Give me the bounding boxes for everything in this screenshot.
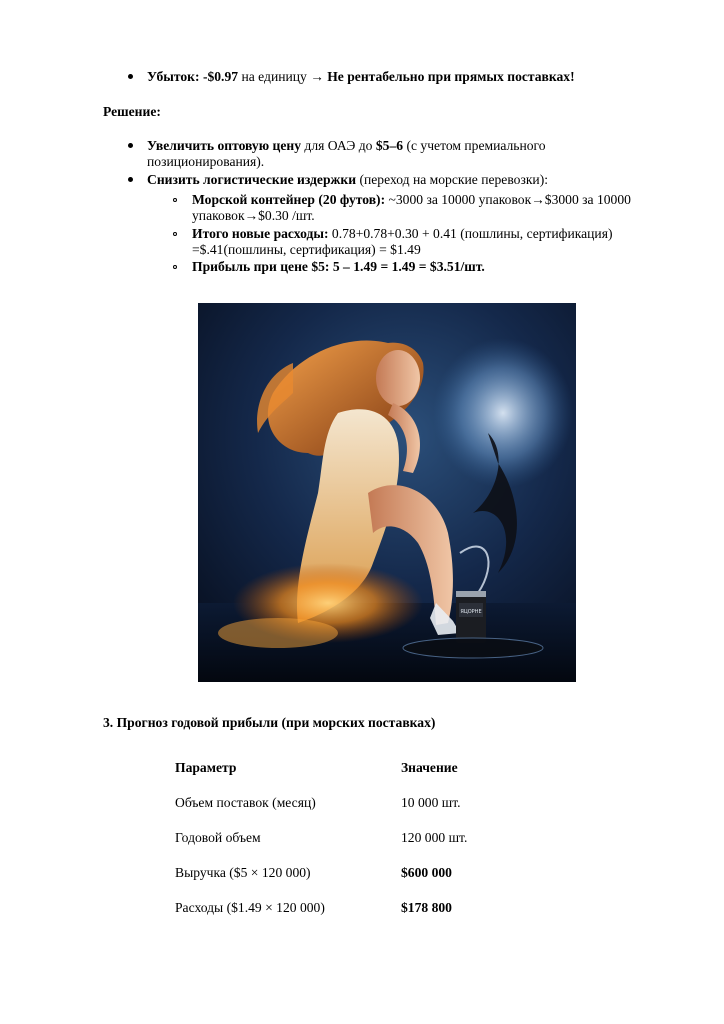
- table-row: [175, 785, 521, 820]
- column-header-param: Параметр: [175, 759, 237, 775]
- sub-bullet-ring: [173, 198, 177, 202]
- solution-item-price: [147, 138, 546, 154]
- solution-heading: Решение:: [103, 104, 161, 119]
- table-cell-param: Выручка ($5 × 120 000): [175, 864, 311, 880]
- subitem-bold: Морской контейнер (20 футов):: [192, 192, 386, 207]
- table-row: [175, 820, 521, 855]
- subitem-bold: Итого новые расходы:: [192, 226, 329, 241]
- loss-conclusion: Не рентабельно при прямых поставках!: [327, 69, 575, 84]
- table-cell-value: 10 000 шт.: [401, 794, 461, 810]
- illustration-woman-with-can: [198, 303, 576, 682]
- item-bold-price: $5–6: [375, 138, 404, 153]
- can-label: ЯЦОРНЕ: [460, 609, 482, 615]
- item-text: (переход на морские перевозки):: [356, 172, 549, 187]
- subitem-text: 0.78+0.78+0.30 + 0.41 (пошлины, сертификация): [328, 226, 613, 241]
- subitem-profit: [192, 259, 485, 275]
- table-header-row: [175, 750, 521, 785]
- item-text: для ОАЭ до: [301, 138, 376, 153]
- solution-item-logistics: [147, 172, 548, 188]
- sub-bullet-ring: [173, 232, 177, 236]
- solution-item-price-line2: позиционирования).: [147, 154, 265, 169]
- subitem-container: [192, 192, 631, 208]
- table-cell-value: $600 000: [401, 864, 452, 880]
- subitem-costs: [192, 226, 613, 242]
- bullet-dot: [128, 143, 133, 148]
- table-cell-value: 120 000 шт.: [401, 829, 468, 845]
- table-cell-param: Объем поставок (месяц): [175, 794, 316, 810]
- table-row: [175, 890, 521, 925]
- forecast-table: [175, 750, 521, 925]
- forecast-heading: 3. Прогноз годовой прибыли (при морских поставках): [103, 715, 436, 730]
- item-text: (с учетом премиального: [403, 138, 546, 153]
- subitem-text: ~3000 за 10000 упаковок→$3000 за 10000: [385, 192, 631, 207]
- bullet-dot: [128, 177, 133, 182]
- loss-line: [147, 69, 575, 85]
- item-bold: Увеличить оптовую цену: [147, 138, 301, 153]
- loss-label: Убыток:: [147, 69, 200, 84]
- table-cell-param: Расходы ($1.49 × 120 000): [175, 899, 325, 915]
- subitem-bold: Прибыль при цене $5: 5 – 1.49 = 1.49 = $3.51/шт.: [192, 259, 485, 274]
- table-cell-param: Годовой объем: [175, 829, 261, 845]
- table-cell-value: $178 800: [401, 899, 452, 915]
- loss-mid: на единицу →: [238, 69, 328, 84]
- item-bold: Снизить логистические издержки: [147, 172, 357, 187]
- column-header-value: Значение: [401, 759, 458, 775]
- subitem-container-line2: упаковок→$0.30 /шт.: [192, 208, 315, 223]
- loss-value: -$0.97: [202, 69, 239, 84]
- subitem-costs-line2: =$.41(пошлины, сертификация) = $1.49: [192, 242, 421, 257]
- bullet-dot: [128, 74, 133, 79]
- sub-bullet-ring: [173, 265, 177, 269]
- table-row: [175, 855, 521, 890]
